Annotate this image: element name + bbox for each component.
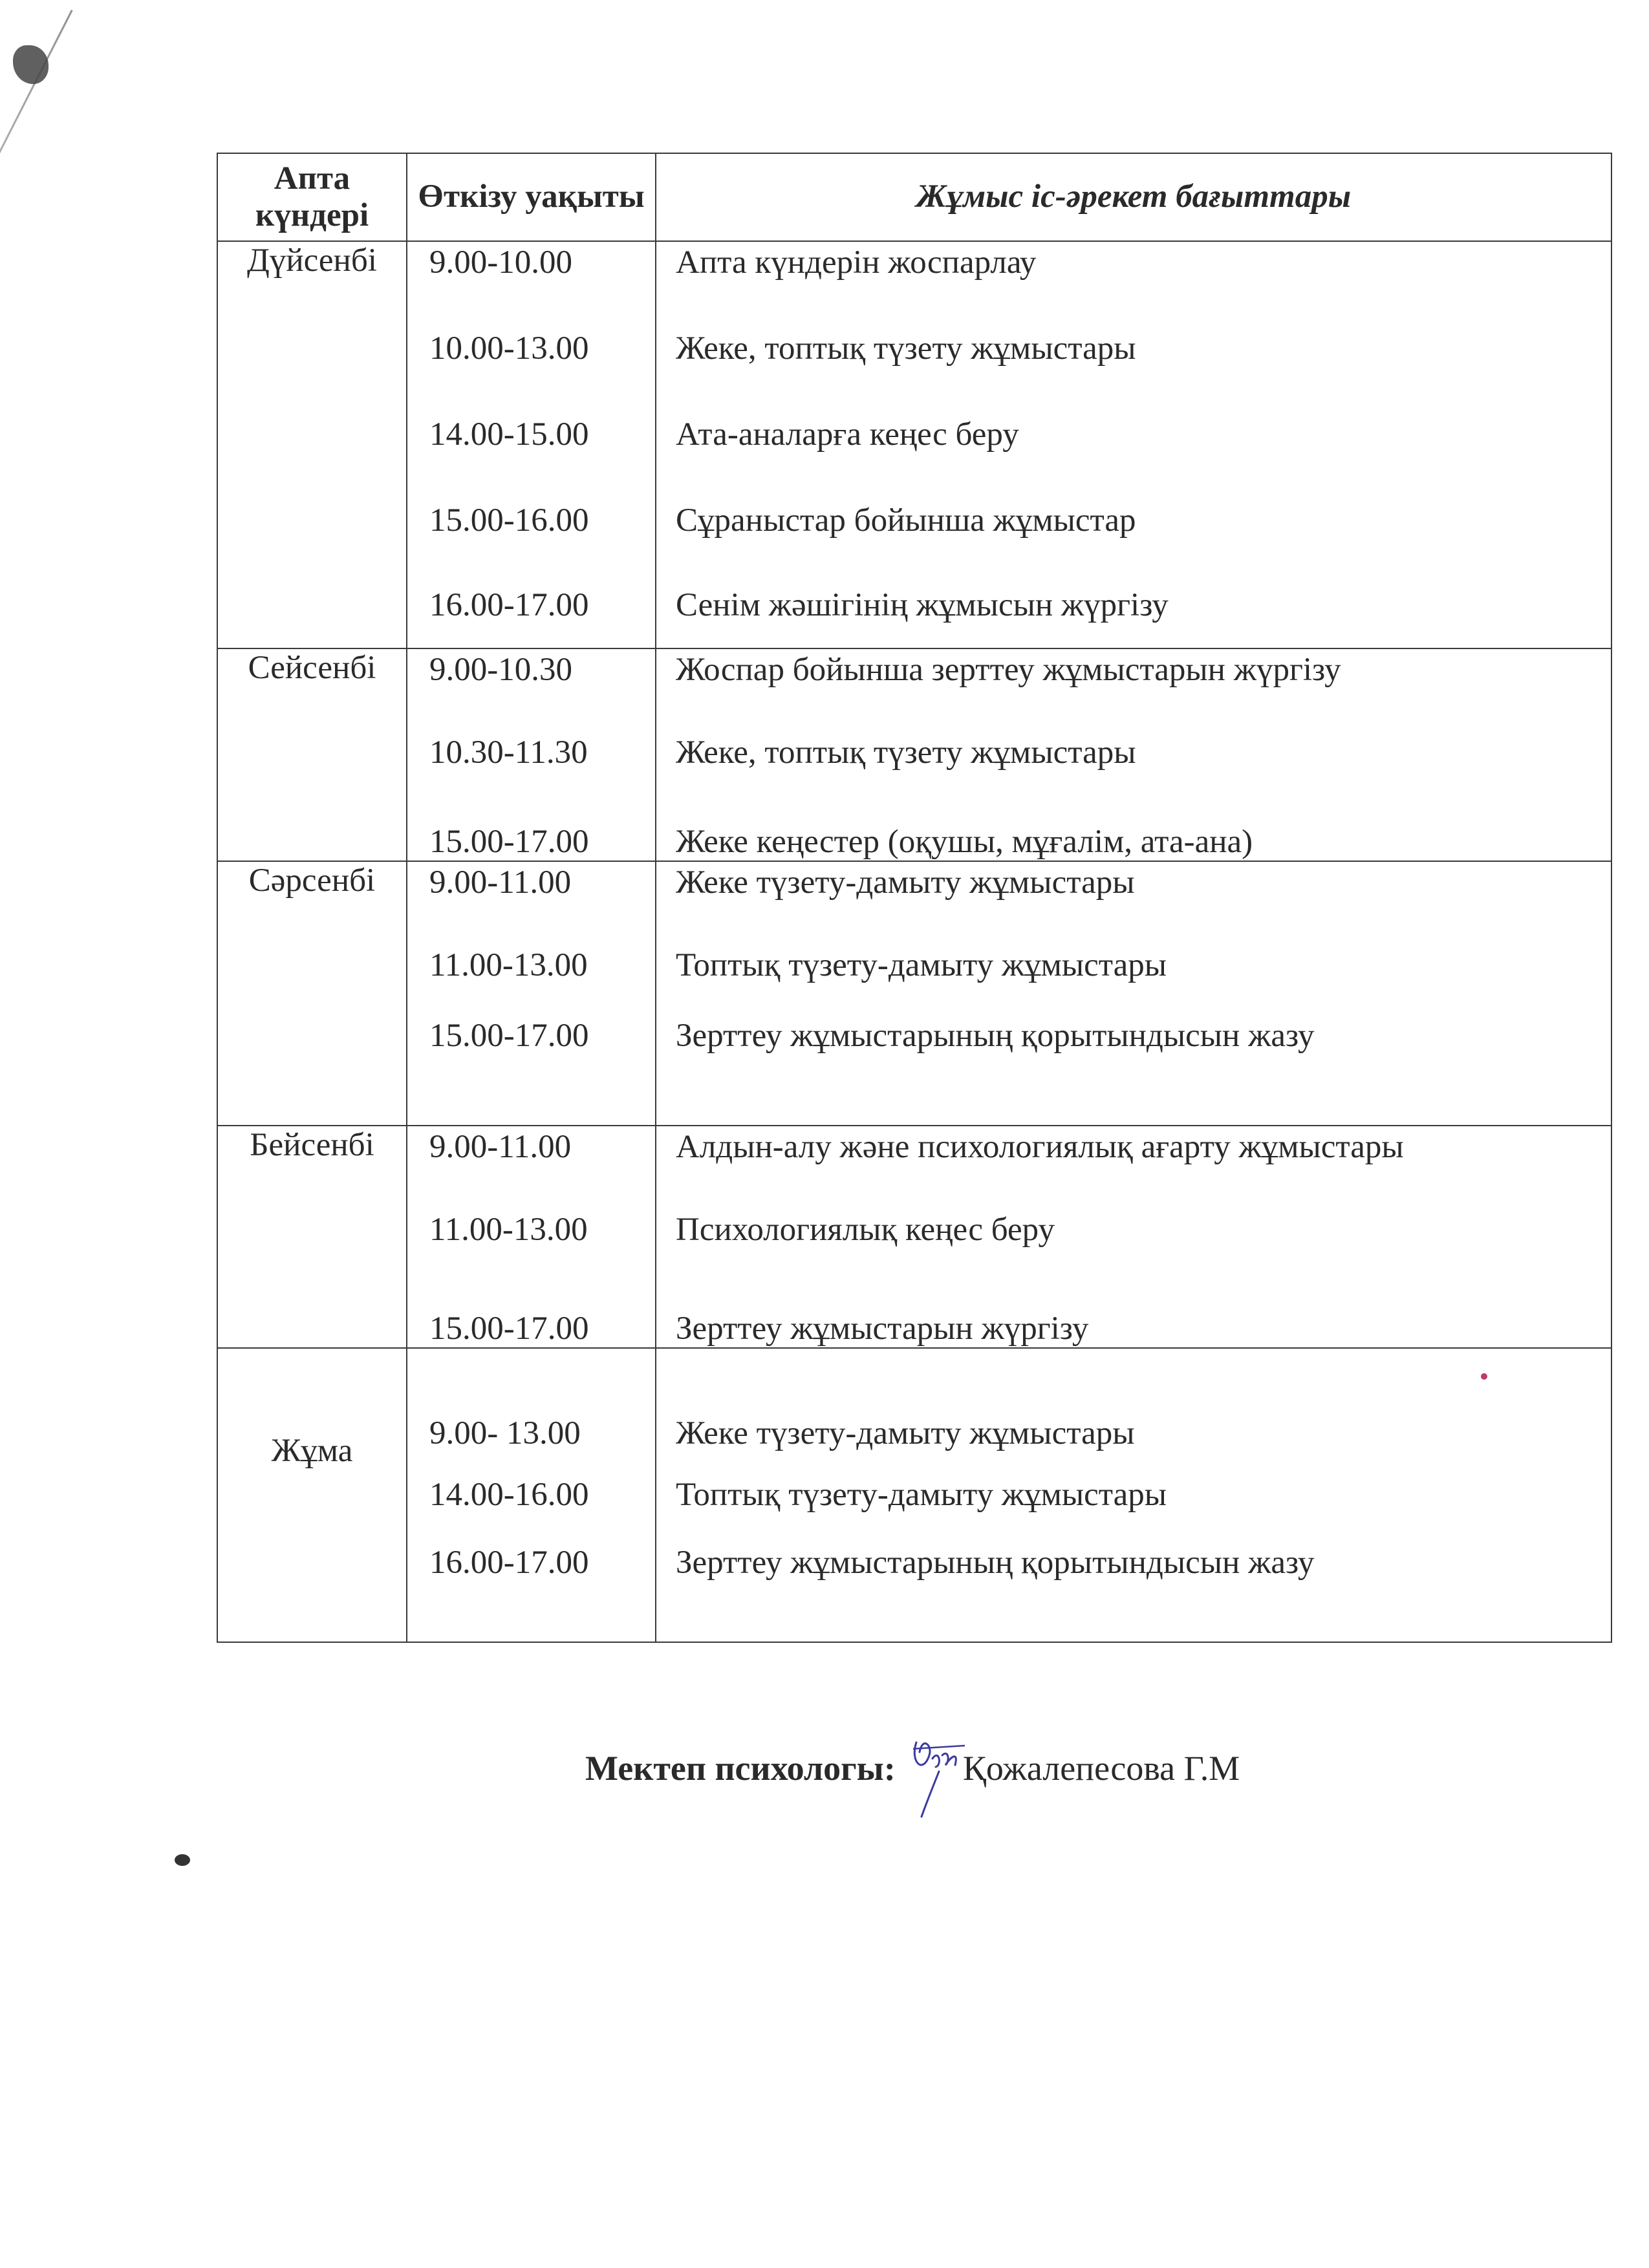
activity-item: Зерттеу жұмыстарының қорытындысын жазу — [676, 1545, 1315, 1581]
table-row — [217, 648, 1611, 861]
activity-item: Жеке түзету-дамыту жұмыстары — [676, 1415, 1135, 1451]
activity-item: Топтық түзету-дамыту жұмыстары — [676, 1476, 1167, 1513]
time-slot: 9.00-10.30 — [429, 652, 572, 688]
activity-item: Топтық түзету-дамыту жұмыстары — [676, 947, 1167, 983]
time-cell — [407, 241, 656, 648]
activity-item: Психологиялық кеңес беру — [676, 1211, 1055, 1248]
time-cell — [407, 861, 656, 1126]
activity-item: Жеке, топтық түзету жұмыстары — [676, 734, 1136, 771]
activity-item: Жеке түзету-дамыту жұмыстары — [676, 864, 1135, 901]
activity-item: Жоспар бойынша зерттеу жұмыстарын жүргізу — [676, 652, 1341, 688]
time-slot: 9.00- 13.00 — [429, 1415, 581, 1451]
activity-item: Апта күндерін жоспарлау — [676, 244, 1037, 281]
table-row — [217, 1126, 1611, 1348]
activity-cell — [656, 1348, 1611, 1642]
activity-cell — [656, 1126, 1611, 1348]
time-slot: 15.00-17.00 — [429, 1018, 589, 1054]
psychologist-label: Мектеп психологы: — [585, 1749, 896, 1788]
activity-item: Жеке, топтық түзету жұмыстары — [676, 330, 1136, 367]
time-slot: 15.00-16.00 — [429, 502, 589, 539]
header-day: Апта күндері — [217, 153, 407, 241]
time-slot: 16.00-17.00 — [429, 1545, 589, 1581]
scan-artifact-mark — [13, 45, 48, 84]
time-slot: 9.00-11.00 — [429, 1129, 572, 1165]
time-cell — [407, 1126, 656, 1348]
activity-item: Жеке кеңестер (оқушы, мұғалім, ата-ана) — [676, 823, 1253, 860]
header-row — [217, 153, 1611, 241]
time-slot: 11.00-13.00 — [429, 947, 588, 983]
time-slot: 16.00-17.00 — [429, 587, 589, 624]
header-direction: Жұмыс іс-әрекет бағыттары — [656, 153, 1611, 241]
time-slot: 15.00-17.00 — [429, 823, 589, 860]
time-slot: 9.00-10.00 — [429, 244, 572, 281]
table-row — [217, 1348, 1611, 1642]
activity-cell — [656, 241, 1611, 648]
activity-item: Ата-аналарға кеңес беру — [676, 416, 1019, 453]
time-slot: 10.30-11.30 — [429, 734, 588, 771]
psychologist-name: Қожалепесова Г.М — [962, 1749, 1240, 1788]
header-time: Өткізу уақыты — [407, 153, 656, 241]
activity-cell — [656, 861, 1611, 1126]
time-slot: 10.00-13.00 — [429, 330, 589, 367]
table-row — [217, 861, 1611, 1126]
time-cell — [407, 1348, 656, 1642]
day-cell: Жұма — [217, 1348, 407, 1642]
table-row — [217, 241, 1611, 648]
activity-item: Алдын-алу және психологиялық ағарту жұмыстары — [676, 1129, 1404, 1165]
day-cell: Дүйсенбі — [217, 241, 407, 648]
time-slot: 14.00-15.00 — [429, 416, 589, 453]
day-cell: Бейсенбі — [217, 1126, 407, 1348]
time-slot: 14.00-16.00 — [429, 1476, 589, 1513]
activity-cell — [656, 648, 1611, 861]
activity-item: Зерттеу жұмыстарының қорытындысын жазу — [676, 1018, 1315, 1054]
activity-item: Сенім жәшігінің жұмысын жүргізу — [676, 587, 1169, 624]
signature-line — [585, 1717, 1240, 1820]
activity-item: Зерттеу жұмыстарын жүргізу — [676, 1310, 1089, 1347]
time-cell — [407, 648, 656, 861]
day-cell: Сейсенбі — [217, 648, 407, 861]
time-slot: 11.00-13.00 — [429, 1211, 588, 1248]
day-cell: Сәрсенбі — [217, 861, 407, 1126]
time-slot: 9.00-11.00 — [429, 864, 572, 901]
activity-item: Сұраныстар бойынша жұмыстар — [676, 502, 1136, 539]
schedule-table — [217, 153, 1612, 1643]
time-slot: 15.00-17.00 — [429, 1310, 589, 1347]
ink-dot — [175, 1854, 190, 1866]
